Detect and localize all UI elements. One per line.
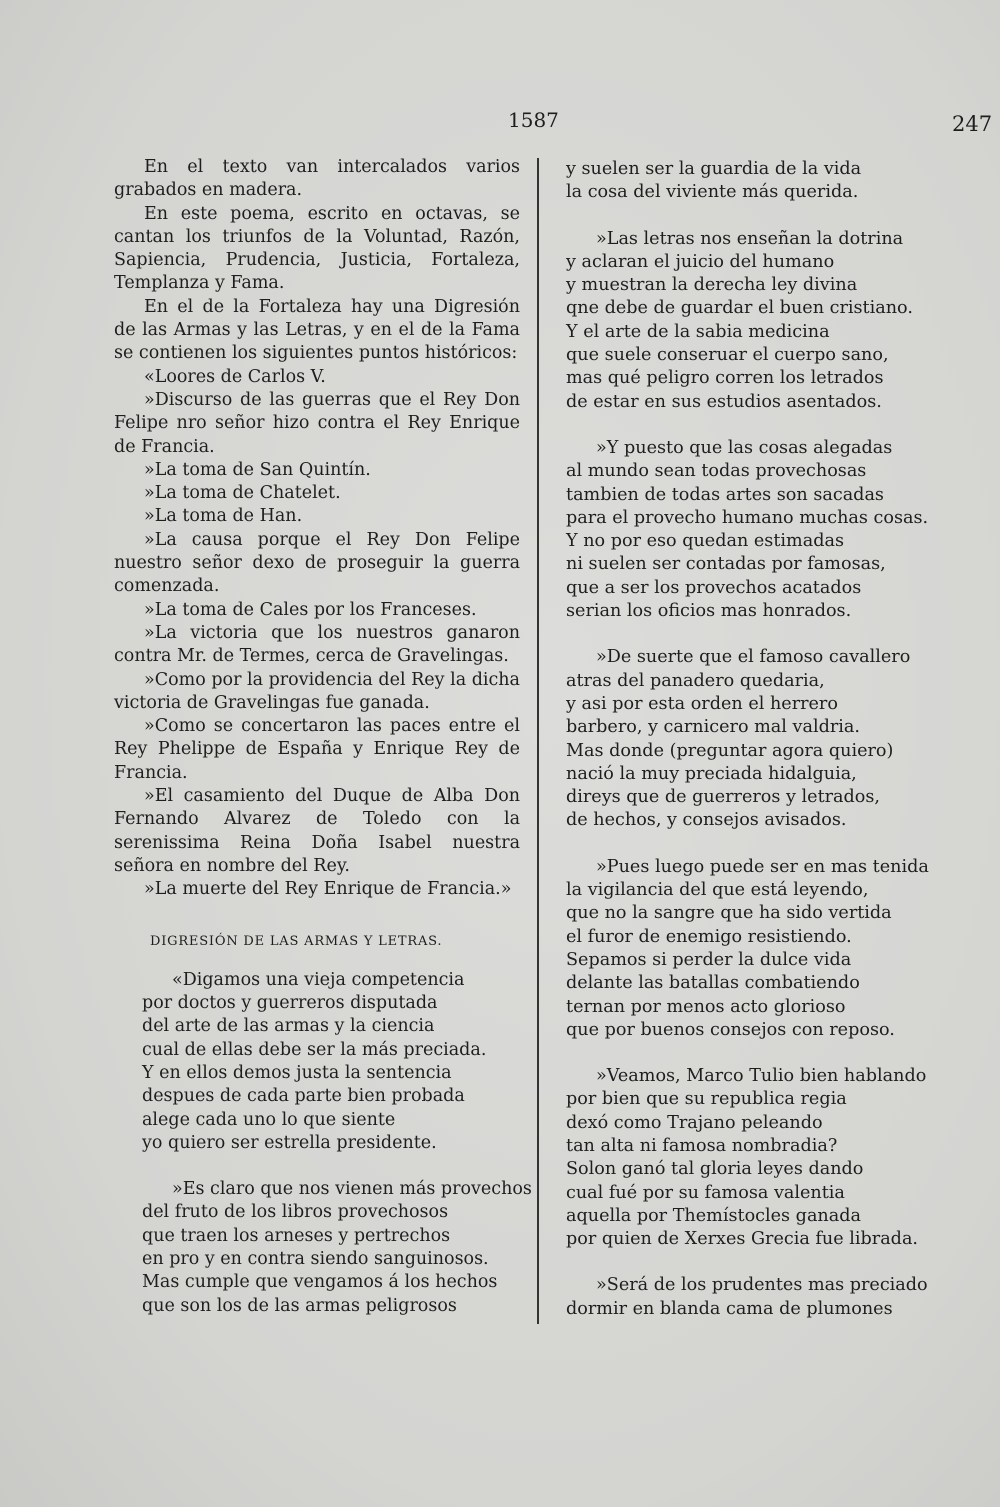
verse-line: »Veamos, Marco Tulio bien hablando — [596, 1066, 927, 1087]
verse-line: de hechos, y consejos avisados. — [566, 810, 847, 831]
verse-line: ternan por menos acto glorioso — [566, 996, 846, 1017]
verse-line: nació la muy preciada hidalguia, — [566, 763, 857, 784]
intro-paragraph: «Loores de Carlos V. — [144, 366, 326, 387]
verse-line: que por buenos consejos con reposo. — [566, 1019, 895, 1040]
intro-paragraph: »La toma de Cales por los Franceses. — [144, 599, 477, 620]
verse-line: «Digamos una vieja competencia — [172, 969, 465, 990]
verse-line: »De suerte que el famoso cavallero — [596, 647, 911, 668]
left-column — [114, 156, 532, 1341]
intro-paragraph: En este poema, escrito en octavas, se cantan los triunfos de la Voluntad, Razón, Sapiencia, Prudencia, Justicia, Fortaleza, Templanza y Fama. — [114, 203, 520, 294]
verse-line: cual de ellas debe ser la más preciada. — [142, 1039, 487, 1060]
section-heading: DIGRESIÓN DE LAS ARMAS Y LETRAS. — [150, 933, 443, 949]
stanza — [142, 969, 520, 1155]
verse-line: Y no por eso quedan estimadas — [566, 531, 844, 552]
verse-line: »Es claro que nos vienen más provechos — [172, 1179, 532, 1200]
stanza — [142, 1178, 532, 1318]
verse-line: que no la sangre que ha sido vertida — [566, 903, 892, 924]
stanza — [566, 1065, 936, 1251]
verse-line: Mas cumple que vengamos á los hechos — [142, 1272, 498, 1293]
verse-line: al mundo sean todas provechosas — [566, 461, 867, 482]
verse-line: del fruto de los libros provechosos — [142, 1202, 449, 1223]
verse-line: barbero, y carnicero mal valdria. — [566, 717, 860, 738]
intro-paragraph: »La toma de Han. — [144, 506, 303, 527]
verse-line: y suelen ser la guardia de la vida — [566, 159, 862, 179]
verse-line: serian los oficios mas honrados. — [566, 601, 852, 622]
verse-line: »Pues luego puede ser en mas tenida — [596, 856, 929, 877]
verse-line: Mas donde (preguntar agora quiero) — [566, 740, 894, 761]
verse-line: dexó como Trajano peleando — [566, 1112, 823, 1133]
verse-line: »Y puesto que las cosas alegadas — [596, 437, 893, 458]
verse-line: y muestran la derecha ley divina — [566, 275, 858, 296]
verse-line: Solon ganó tal gloria leyes dando — [566, 1159, 864, 1180]
bibliographic-notes — [114, 156, 520, 902]
stanza — [566, 228, 936, 414]
intro-paragraph: »La toma de San Quintín. — [144, 459, 371, 480]
intro-paragraph: »La victoria que los nuestros ganaron contra Mr. de Termes, cerca de Gravelingas. — [114, 622, 520, 667]
intro-paragraph: En el texto van intercalados varios grabados en madera. — [114, 157, 520, 201]
verse-line: el furor de enemigo resistiendo. — [566, 926, 852, 947]
verse-line: tan alta ni famosa nombradia? — [566, 1135, 838, 1156]
verse-line: para el provecho humano muchas cosas. — [566, 507, 929, 528]
intro-paragraph: »Discurso de las guerras que el Rey Don Felipe nro señor hizo contra el Rey Enrique de Francia. — [114, 389, 520, 457]
verse-line: »Las letras nos enseñan la dotrina — [596, 228, 904, 249]
stanza — [566, 856, 936, 1042]
verse-line: atras del panadero quedaria, — [566, 670, 825, 691]
verse-line: que suele conseruar el cuerpo sano, — [566, 345, 889, 366]
verse-line: cual fué por su famosa valentia — [566, 1182, 845, 1203]
verse-line: de estar en sus estudios asentados. — [566, 391, 882, 412]
verse-line: que traen los arneses y pertrechos — [142, 1225, 451, 1246]
verse-line: Sepamos si perder la dulce vida — [566, 949, 852, 970]
verse-line: que a ser los provechos acatados — [566, 577, 862, 598]
intro-paragraph: »La causa porque el Rey Don Felipe nuestro señor dexo de proseguir la guerra comenzada. — [114, 529, 520, 597]
verse-line: la cosa del viviente más querida. — [566, 182, 859, 203]
intro-paragraph: »La toma de Chatelet. — [144, 483, 341, 504]
stanza — [566, 1274, 936, 1321]
verse-line: ni suelen ser contadas por famosas, — [566, 554, 886, 575]
verse-line: en pro y en contra siendo sanguinosos. — [142, 1249, 489, 1270]
stanza — [566, 158, 936, 205]
verse-line: y asi por esta orden el herrero — [566, 693, 838, 714]
intro-paragraph: »La muerte del Rey Enrique de Francia.» — [144, 879, 512, 900]
stanza — [566, 437, 936, 623]
intro-paragraph: »El casamiento del Duque de Alba Don Fernando Alvarez de Toledo con la serenissima Reina Doña Isabel nuestra señora en nombre del Rey. — [114, 786, 520, 876]
verse-line: que son los de las armas peligrosos — [142, 1295, 457, 1316]
intro-paragraph: »Como por la providencia del Rey la dicha victoria de Gravelingas fue ganada. — [114, 669, 520, 713]
verse-line: por bien que su republica regia — [566, 1089, 847, 1110]
verse-line: direys que de guerreros y letrados, — [566, 787, 881, 808]
intro-paragraph: »Como se concertaron las paces entre el Rey Phelippe de España y Enrique Rey de Francia. — [114, 716, 520, 783]
verse-line: mas qué peligro corren los letrados — [566, 368, 884, 389]
verse-line: del arte de las armas y la ciencia — [142, 1016, 435, 1037]
verse-line: aquella por Themístocles ganada — [566, 1205, 862, 1226]
verse-line: por doctos y guerreros disputada — [142, 993, 438, 1014]
stanza — [566, 646, 936, 832]
verse-line: Y el arte de la sabia medicina — [566, 321, 830, 342]
verse-line: tambien de todas artes son sacadas — [566, 484, 884, 505]
verse-line: alege cada uno lo que siente — [142, 1109, 396, 1130]
verse-line: Y en ellos demos justa la sentencia — [142, 1062, 452, 1083]
verse-line: dormir en blanda cama de plumones — [566, 1298, 893, 1319]
verse-line: la vigilancia del que está leyendo, — [566, 880, 869, 901]
right-column — [566, 158, 936, 1344]
verse-line: »Será de los prudentes mas preciado — [596, 1275, 928, 1296]
verse-line: qne debe de guardar el buen cristiano. — [566, 298, 913, 319]
page-number-right: 247 — [952, 112, 993, 136]
verse-line: yo quiero ser estrella presidente. — [142, 1132, 437, 1153]
poem-verses-left — [114, 969, 532, 1318]
verse-line: por quien de Xerxes Grecia fue librada. — [566, 1229, 919, 1250]
page-number-center: 1587 — [508, 108, 559, 132]
intro-paragraph: En el de la Fortaleza hay una Digresión de las Armas y las Letras, y en el de la Fama se contienen los siguientes puntos históricos: — [114, 296, 520, 364]
verse-line: delante las batallas combatiendo — [566, 973, 860, 994]
verse-line: despues de cada parte bien probada — [142, 1086, 465, 1107]
column-divider — [537, 158, 539, 1324]
verse-line: y aclaran el juicio del humano — [566, 251, 835, 272]
